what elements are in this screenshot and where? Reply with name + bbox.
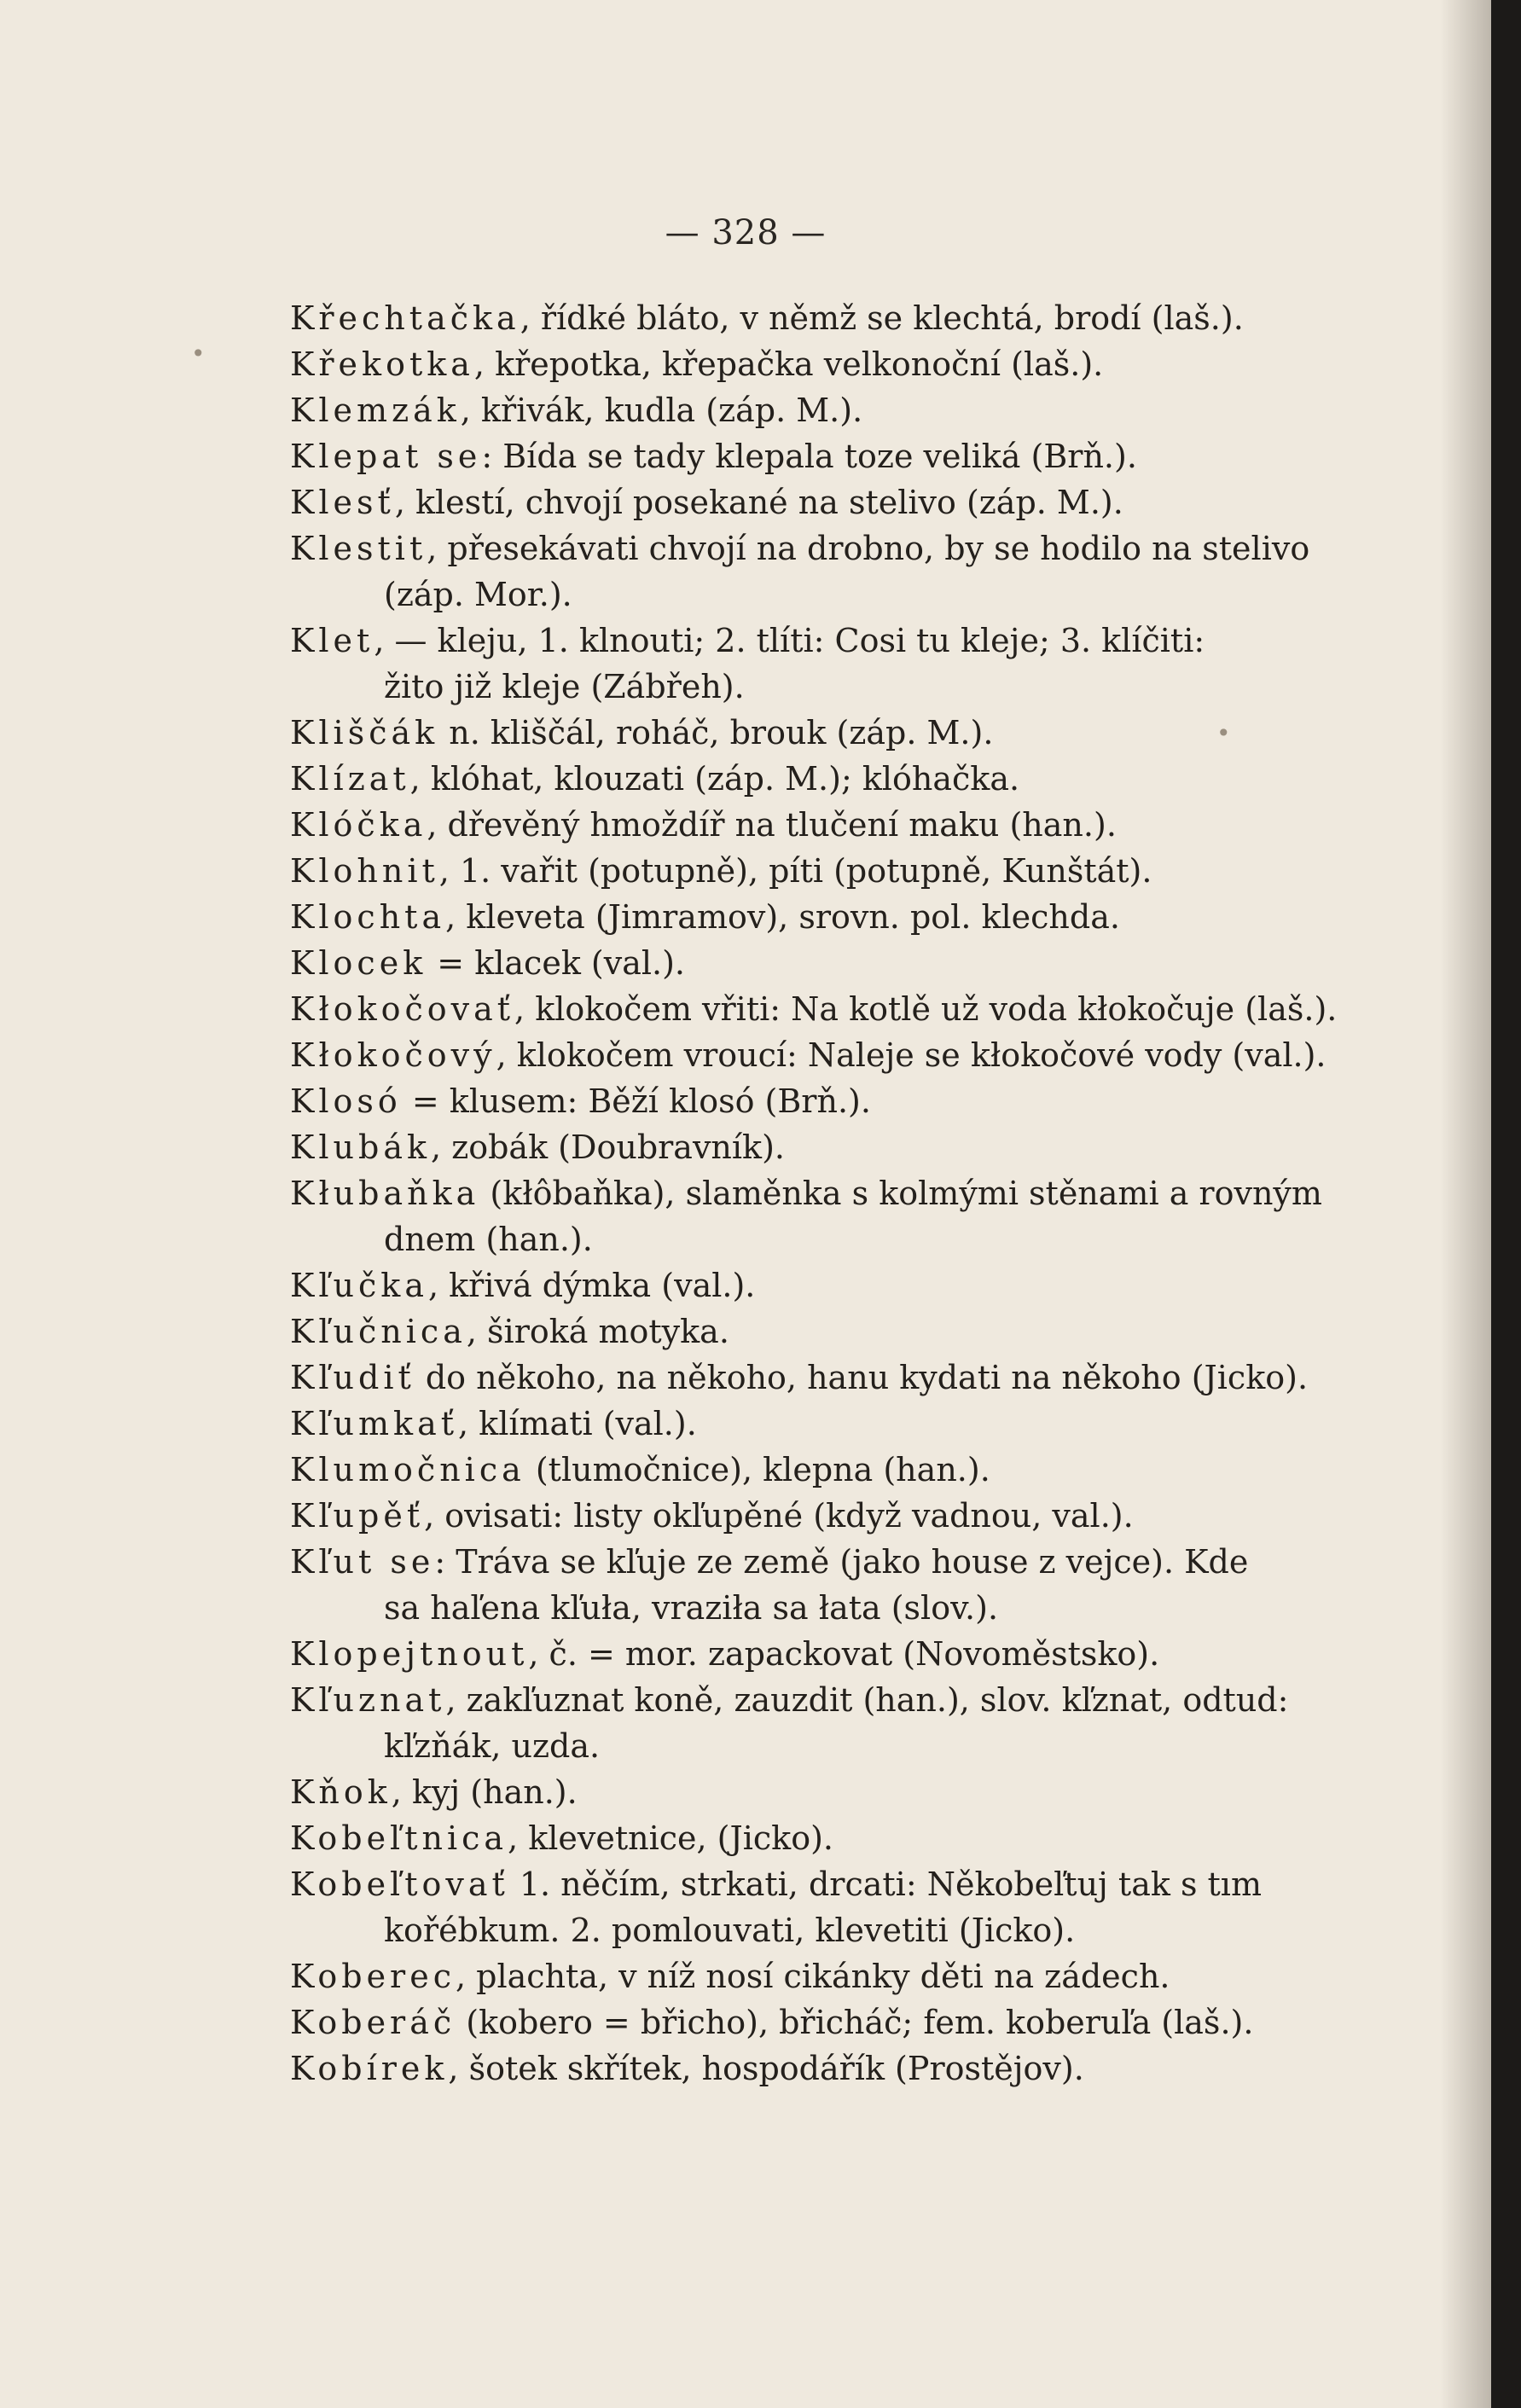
entry-definition: (tlumočnice), klepna (han.). — [525, 1451, 990, 1488]
entry-headword: Klumočnica — [290, 1451, 525, 1488]
entry-headword: Křechtačka — [290, 299, 520, 337]
entry-definition: = klusem: Běží klosó (Brň.). — [401, 1082, 871, 1120]
dictionary-entries — [290, 295, 1399, 2092]
entry-headword: Kľučnica — [290, 1313, 467, 1350]
dictionary-entry — [290, 525, 1399, 618]
dictionary-entry — [290, 1815, 1399, 1861]
entry-headword: Klepat se — [290, 438, 482, 475]
entry-headword: Klestit — [290, 530, 427, 567]
entry-definition: , zakľuznat koně, zauzdit (han.), slov. kľznat, odtud: — [445, 1681, 1289, 1719]
entry-headword: Kňok — [290, 1773, 392, 1811]
dictionary-entry — [290, 1262, 1399, 1308]
entry-definition: n. kliščál, roháč, brouk (záp. M.). — [438, 714, 994, 751]
entry-definition: , 1. vařit (potupně), píti (potupně, Kunštát). — [438, 852, 1152, 890]
entry-definition: , — kleju, 1. klnouti; 2. tlíti: Cosi tu kleje; 3. klíčiti: — [374, 622, 1205, 659]
dictionary-entry — [290, 756, 1399, 802]
dictionary-entry — [290, 1769, 1399, 1815]
entry-continuation: kořébkum. 2. pomlouvati, klevetiti (Jicko). — [384, 1912, 1076, 1949]
dictionary-entry — [290, 1032, 1399, 1078]
dictionary-entry — [290, 1999, 1399, 2045]
entry-continuation: (záp. Mor.). — [384, 576, 572, 613]
entry-definition: , křepotka, křepačka velkonoční (laš.). — [473, 345, 1104, 383]
entry-headword: Klemzák — [290, 392, 461, 429]
entry-definition: , křivák, kudla (záp. M.). — [460, 392, 863, 429]
entry-continuation: žito již kleje (Zábřeh). — [384, 668, 745, 705]
page-number: — 328 — — [665, 213, 827, 252]
entry-headword: Kľučka — [290, 1267, 428, 1304]
entry-definition: , klestí, chvojí posekané na stelivo (záp. M.). — [394, 484, 1123, 521]
dictionary-entry — [290, 1861, 1399, 1953]
entry-definition: , křivá dýmka (val.). — [427, 1267, 756, 1304]
dictionary-entry — [290, 479, 1399, 525]
entry-headword: Klohnit — [290, 852, 439, 890]
entry-headword: Kľupěť — [290, 1497, 425, 1535]
entry-definition: , klóhat, klouzati (záp. M.); klóhačka. — [409, 760, 1020, 798]
entry-headword: Kobírek — [290, 2050, 449, 2087]
entry-headword: Kľut se — [290, 1543, 435, 1581]
dictionary-entry — [290, 710, 1399, 756]
entry-definition: 1. něčím, strkati, drcati: Někobeľtuj tak s tım — [508, 1865, 1262, 1903]
entry-headword: Klízat — [290, 760, 410, 798]
entry-definition: , plachta, v níž nosí cikánky děti na zádech. — [456, 1958, 1170, 1995]
dictionary-entry — [290, 618, 1399, 710]
entry-headword: Křekotka — [290, 345, 474, 383]
entry-definition: , šotek skřítek, hospodářík (Prostějov). — [448, 2050, 1084, 2087]
entry-definition: , klokočem vřiti: Na kotlě už voda kłokočuje (laš.). — [514, 990, 1338, 1028]
dictionary-entry — [290, 940, 1399, 986]
entry-headword: Koberáč — [290, 2004, 456, 2041]
dictionary-entry — [290, 1677, 1399, 1769]
dictionary-entry — [290, 802, 1399, 848]
entry-continuation: dnem (han.). — [384, 1221, 593, 1258]
entry-definition: : Tráva se kľuje ze země (jako house z vejce). Kde — [434, 1543, 1249, 1581]
dictionary-entry — [290, 2045, 1399, 2092]
dictionary-entry — [290, 1447, 1399, 1493]
entry-headword: Kľumkať — [290, 1405, 459, 1442]
entry-definition: , klímati (val.). — [458, 1405, 697, 1442]
dictionary-entry — [290, 1078, 1399, 1124]
entry-headword: Klet — [290, 622, 374, 659]
entry-headword: Kobeľtnica — [290, 1819, 508, 1857]
dictionary-entry — [290, 433, 1399, 479]
entry-continuation: sa haľena kľuła, vraziła sa łata (slov.). — [384, 1589, 999, 1627]
dictionary-entry — [290, 894, 1399, 940]
entry-definition: , přesekávati chvojí na drobno, by se hodilo na stelivo — [427, 530, 1310, 567]
entry-headword: Kliščák — [290, 714, 439, 751]
dictionary-entry — [290, 341, 1399, 387]
entry-definition: , klokočem vroucí: Naleje se kłokočové vody (val.). — [496, 1036, 1327, 1074]
entry-definition: = klacek (val.). — [427, 944, 686, 982]
entry-headword: Kłubaňka — [290, 1175, 480, 1212]
entry-definition: (kobero = břicho), břicháč; fem. koberuľa (laš.). — [456, 2004, 1254, 2041]
entry-definition: , široká motyka. — [466, 1313, 729, 1350]
stray-mark: • — [191, 339, 206, 368]
entry-headword: Kłokočový — [290, 1036, 496, 1074]
entry-headword: Klosó — [290, 1082, 402, 1120]
entry-definition: , klevetnice, (Jicko). — [508, 1819, 833, 1857]
entry-definition: , řídké bláto, v němž se klechtá, brodí (laš.). — [520, 299, 1244, 337]
dictionary-entry — [290, 1631, 1399, 1677]
entry-headword: Kľudiť — [290, 1359, 415, 1396]
dictionary-entry — [290, 295, 1399, 341]
spine-shadow — [1440, 0, 1491, 2408]
dictionary-entry — [290, 1355, 1399, 1401]
entry-definition: do někoho, na někoho, hanu kydati na někoho (Jicko). — [415, 1359, 1309, 1396]
entry-headword: Klochta — [290, 898, 446, 936]
entry-headword: Kľuznat — [290, 1681, 446, 1719]
entry-definition: : Bída se tady klepala toze veliká (Brň.). — [481, 438, 1137, 475]
dictionary-entry — [290, 848, 1399, 894]
entry-definition: , zobák (Doubravník). — [431, 1129, 785, 1166]
dictionary-entry — [290, 387, 1399, 433]
entry-headword: Kłokočovať — [290, 990, 515, 1028]
stray-mark: • — [1216, 719, 1231, 747]
dictionary-entry — [290, 1953, 1399, 1999]
dictionary-entry — [290, 1539, 1399, 1631]
dictionary-entry — [290, 1493, 1399, 1539]
dictionary-entry — [290, 986, 1399, 1032]
entry-continuation: kľzňák, uzda. — [384, 1727, 601, 1765]
dictionary-entry — [290, 1401, 1399, 1447]
entry-headword: Klesť — [290, 484, 395, 521]
entry-headword: Kobeľtovať — [290, 1865, 509, 1903]
entry-definition: , dřevěný hmoždíř na tlučení maku (han.). — [427, 806, 1117, 844]
entry-headword: Klóčka — [290, 806, 427, 844]
entry-headword: Klubák — [290, 1129, 432, 1166]
dictionary-entry — [290, 1308, 1399, 1355]
entry-definition: , kyj (han.). — [391, 1773, 578, 1811]
entry-definition: , ovisati: listy okľupěné (když vadnou, val.). — [424, 1497, 1134, 1535]
dictionary-entry — [290, 1124, 1399, 1170]
entry-headword: Klocek — [290, 944, 427, 982]
entry-definition: (kłôbaňka), slaměnka s kolmými stěnami a rovným — [479, 1175, 1322, 1212]
entry-definition: , kleveta (Jimramov), srovn. pol. klechda. — [445, 898, 1120, 936]
entry-headword: Klopejtnout — [290, 1635, 529, 1673]
entry-definition: , č. = mor. zapackovat (Novoměstsko). — [528, 1635, 1160, 1673]
entry-headword: Koberec — [290, 1958, 456, 1995]
dictionary-entry — [290, 1170, 1399, 1262]
